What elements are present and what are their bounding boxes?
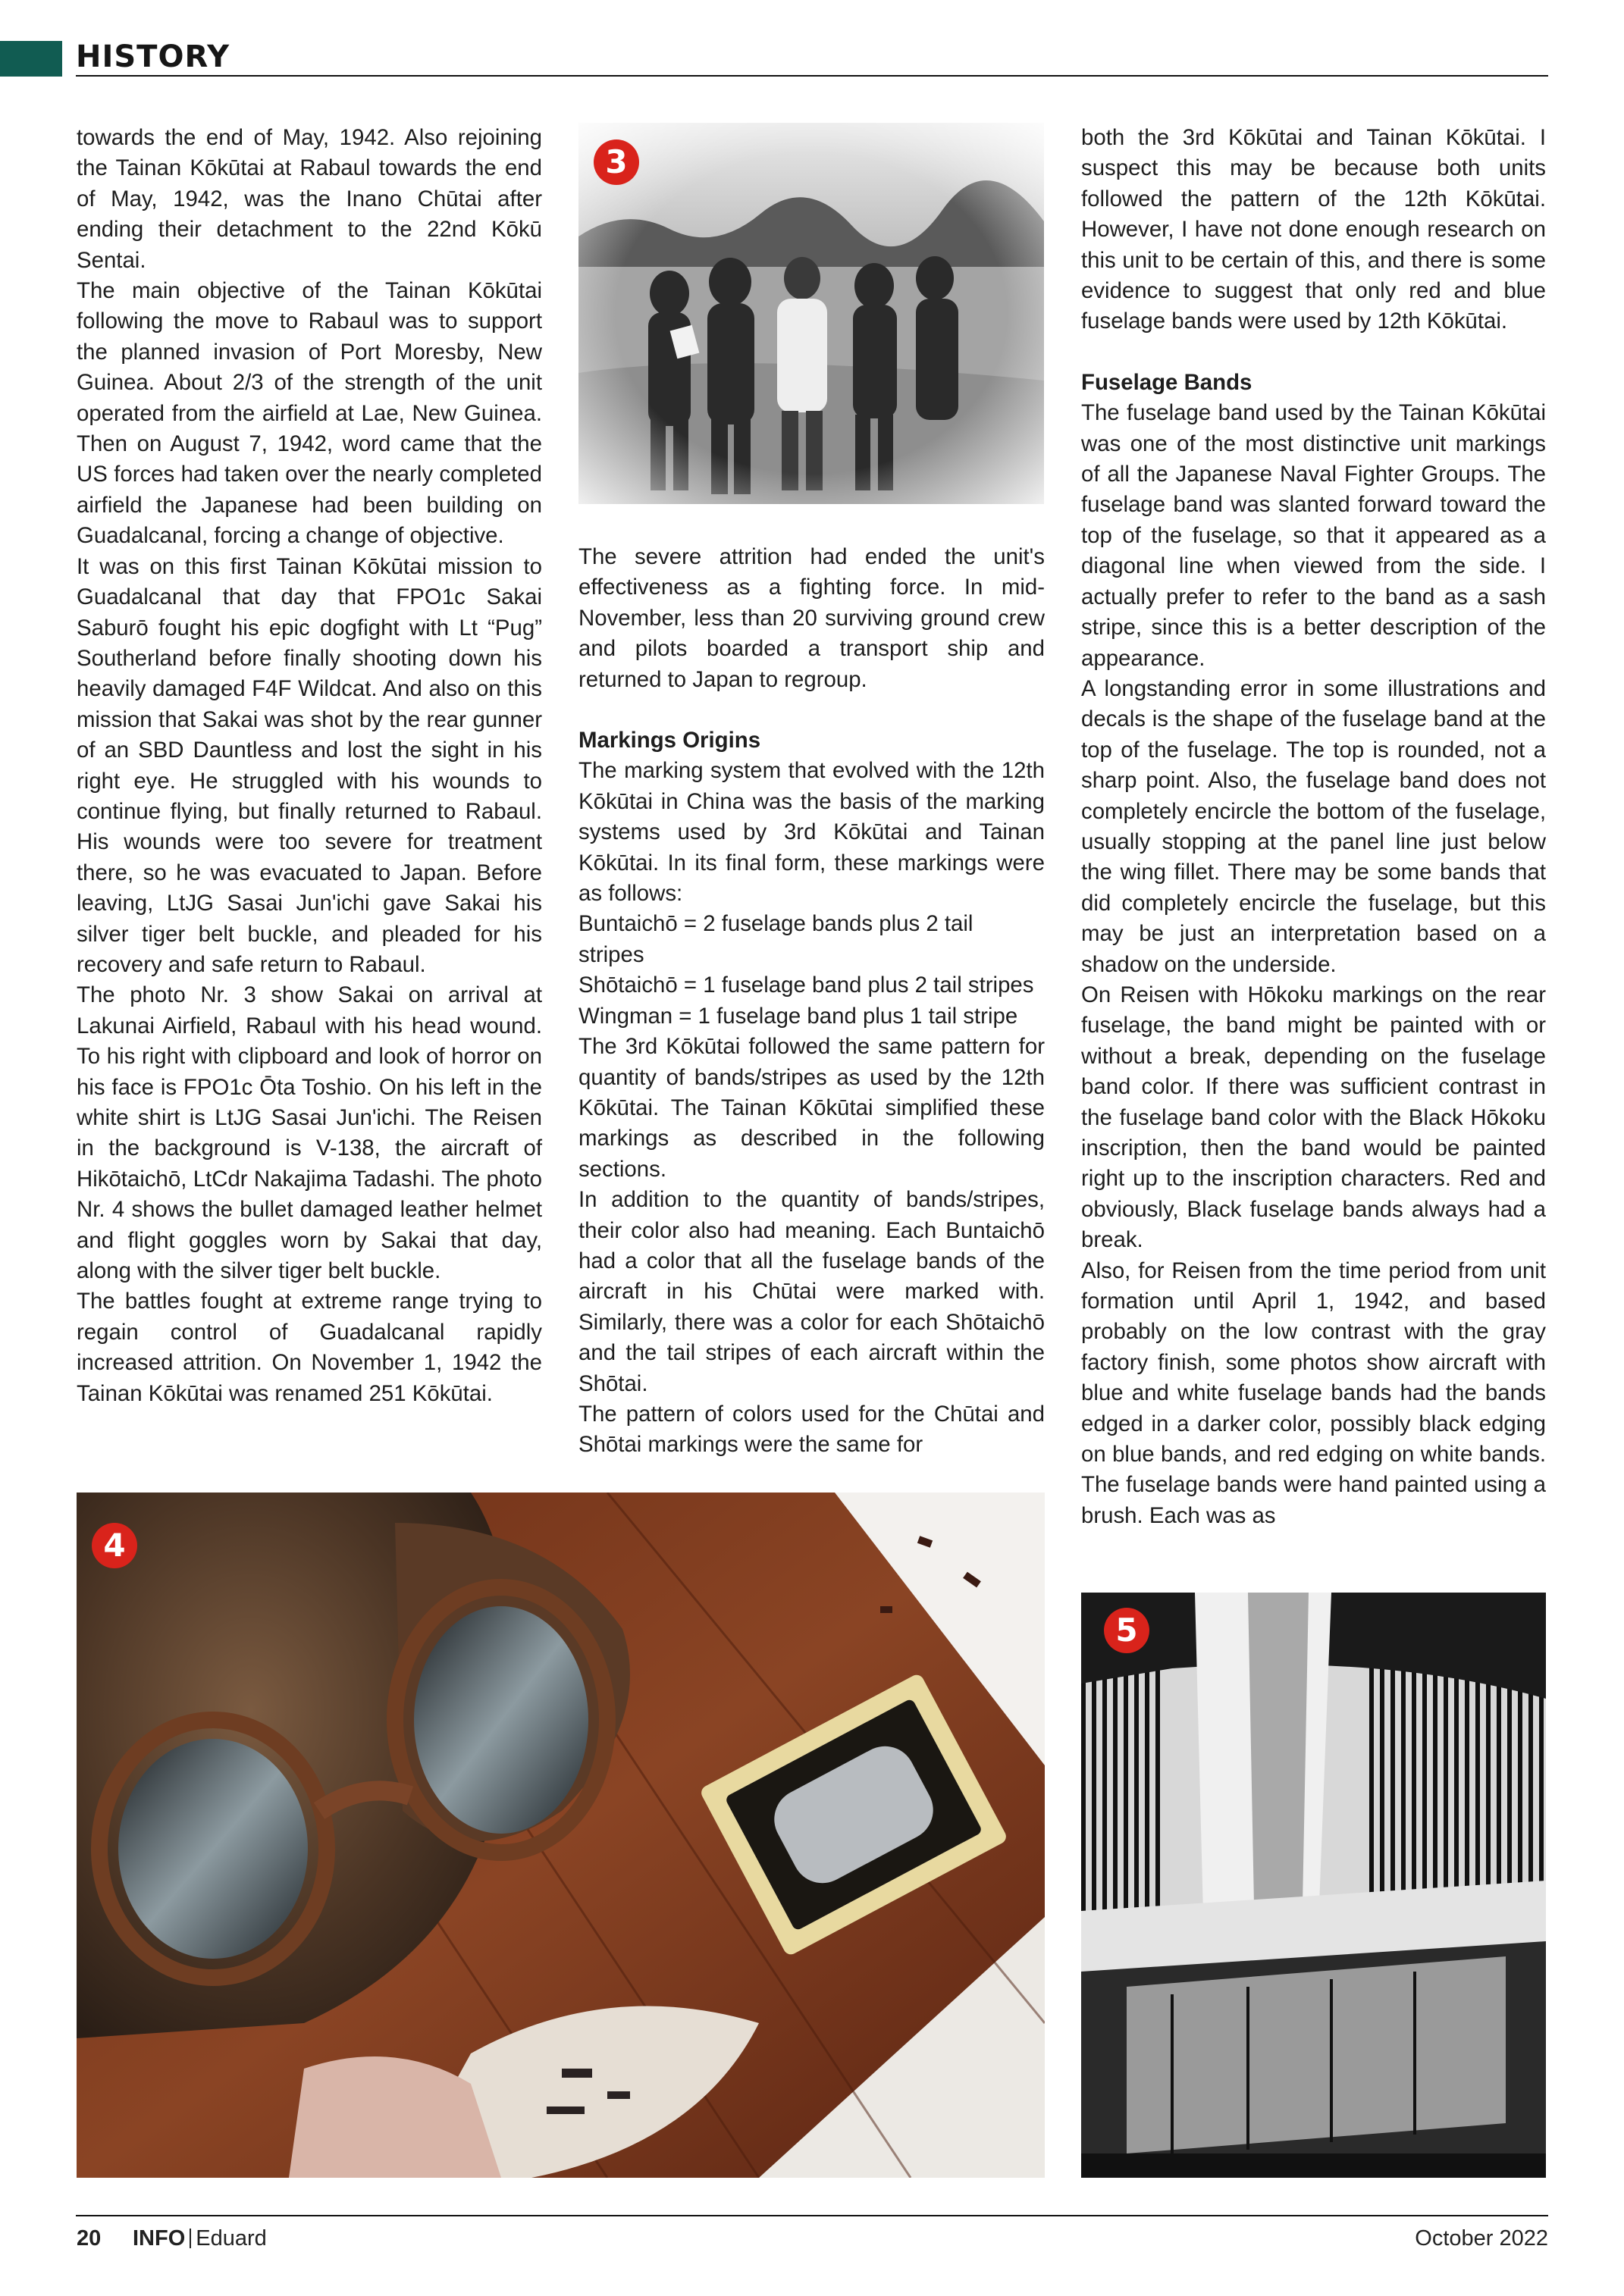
- issue-date: October 2022: [1415, 2226, 1548, 2251]
- footer-divider: [76, 2215, 1548, 2216]
- photo-number-badge: 5: [1104, 1608, 1149, 1653]
- paragraph: On Reisen with Hōkoku markings on the rear fuselage, the band might be painted with or without a break, depending on the fuselage band color. If there was sufficient contrast in the fuselage band color with the Black Hōkoku inscription, then the band would be painted right up to the inscription characters. Red and obviously, Black fuselage bands always had a break.: [1081, 982, 1546, 1253]
- paragraph: Also, for Reisen from the time period from unit formation until April 1, 1942, and based probably on the low contrast with the gray factory finish, some photos show aircraft with blue and white fuselage bands had the bands edged in a darker color, possibly black edging on blue bands, and red edging on white bands. The fuselage bands were hand painted using a brush. Each was as: [1081, 1258, 1546, 1528]
- paragraph: Shōtaichō = 1 fuselage band plus 2 tail stripes: [578, 973, 1034, 998]
- paragraph: The photo Nr. 3 show Sakai on arrival at Lakunai Airfield, Rabaul with his head wound. To his right with clipboard and look of horror on his face is FPO1c Ōta Toshio. On his left in the white shirt is LtJG Sasai Jun'ichi. The Reisen in the background is V-138, the aircraft of Hikōtaichō, LtCdr Nakajima Tadashi. The photo Nr. 4 shows the bullet damaged leather helmet and flight goggles worn by Sakai that day, along with the silver tiger belt buckle.: [77, 982, 542, 1284]
- subheading: Markings Origins: [578, 728, 761, 753]
- paragraph: towards the end of May, 1942. Also rejoining the Tainan Kōkūtai at Rabaul towards the end of May, 1942, was the Inano Chūtai after ending their detachment to the 22nd Kōkū Sentai.: [77, 125, 542, 273]
- section-color-tab: [0, 41, 62, 77]
- subheading: Fuselage Bands: [1081, 369, 1252, 395]
- photo-sakai-arrival: [578, 123, 1044, 504]
- paragraph: The 3rd Kōkūtai followed the same pattern for quantity of bands/stripes as used by the 12th Kōkūtai. The Tainan Kōkūtai simplified these markings as described in the following sections.: [578, 1034, 1045, 1182]
- paragraph: Buntaichō = 2 fuselage bands plus 2 tail stripes: [578, 911, 973, 967]
- magazine-brand: INFO: [133, 2226, 186, 2251]
- paragraph: The marking system that evolved with the 12th Kōkūtai in China was the basis of the marking systems used by 3rd Kōkūtai and Tainan Kōkūtai. In its final form, these markings were as follows:: [578, 758, 1045, 907]
- paragraph: It was on this first Tainan Kōkūtai mission to Guadalcanal that day that FPO1c Sakai Saburō fought his epic dogfight with Lt “Pug” Southerland before finally shooting down his heavily damaged F4F Wildcat. And also on this mission that Sakai was shot by the rear gunner of an SBD Dauntless and lost the sight in his right eye. He struggled with his wounds to continue flying, but finally returned to Rabaul. His wounds were too severe for treatment there, so he was evacuated to Japan. Before leaving, LtJG Sasai Jun'ichi gave Sakai his silver tiger belt buckle, and pleaded for his recovery and safe return to Rabaul.: [77, 553, 542, 977]
- paragraph: A longstanding error in some illustrations and decals is the shape of the fuselage band at the top of the fuselage. The top is rounded, not a sharp point. Also, the fuselage band does not completely encircle the bottom of the fuselage, usually stopping at the panel line just below the wing fillet. There may be some bands that did completely encircle the fuselage, but this may be just an interpretation based on a shadow on the underside.: [1081, 675, 1546, 977]
- photo-number-badge: 3: [594, 139, 639, 185]
- paragraph: The fuselage band used by the Tainan Kōkūtai was one of the most distinctive unit markings of all the Japanese Naval Fighter Groups. The fuselage band was slanted forward toward the top of the fuselage, so that it appeared as a diagonal line when viewed from the side. I actually prefer to refer to the band as a sash stripe, since this is a better description of the appearance.: [1081, 400, 1546, 671]
- magazine-title: Eduard: [196, 2226, 267, 2251]
- paragraph: Wingman = 1 fuselage band plus 1 tail stripe: [578, 1003, 1018, 1029]
- text-column-right: [1081, 123, 1546, 1531]
- paragraph: The battles fought at extreme range trying to regain control of Guadalcanal rapidly increased attrition. On November 1, 1942 the Tainan Kōkūtai was renamed 251 Kōkūtai.: [77, 1289, 542, 1406]
- paragraph: In addition to the quantity of bands/stripes, their color also had meaning. Each Buntaichō had a color that all the fuselage bands of the aircraft in his Chūtai were marked with. Similarly, there was a color for each Shōtaichō and the tail stripes of each aircraft within the Shōtai.: [578, 1187, 1045, 1396]
- magazine-name: [133, 2226, 267, 2251]
- text-column-middle: [578, 542, 1045, 1461]
- paragraph: The main objective of the Tainan Kōkūtai following the move to Rabaul was to support the planned invasion of Port Moresby, New Guinea. About 2/3 of the strength of the unit operated from the airfield at Lae, New Guinea. Then on August 7, 1942, word came that the US forces had taken over the nearly completed airfield the Japanese had been building on Guadalcanal, forcing a change of objective.: [77, 278, 542, 549]
- paragraph: The pattern of colors used for the Chūtai and Shōtai markings were the same for: [578, 1401, 1045, 1458]
- photo-reisen-fuselage: [1081, 1593, 1546, 2178]
- paragraph: The severe attrition had ended the unit's effectiveness as a fighting force. In mid-November, less than 20 surviving ground crew and pilots boarded a transport ship and returned to Japan to regroup.: [578, 544, 1045, 692]
- photo-helmet-goggles: [77, 1493, 1045, 2178]
- photo-number-badge: 4: [92, 1523, 137, 1568]
- section-title: HISTORY: [76, 39, 230, 74]
- header-divider: [76, 75, 1548, 77]
- text-column-left: [77, 123, 542, 1409]
- paragraph: both the 3rd Kōkūtai and Tainan Kōkūtai. I suspect this may be because both units followed the pattern of the 12th Kōkūtai. However, I have not done enough research on this unit to be certain of this, and there is some evidence to suggest that only red and blue fuselage bands were used by 12th Kōkūtai.: [1081, 125, 1546, 334]
- page-number: 20: [77, 2226, 102, 2251]
- footer-separator: [190, 2229, 191, 2248]
